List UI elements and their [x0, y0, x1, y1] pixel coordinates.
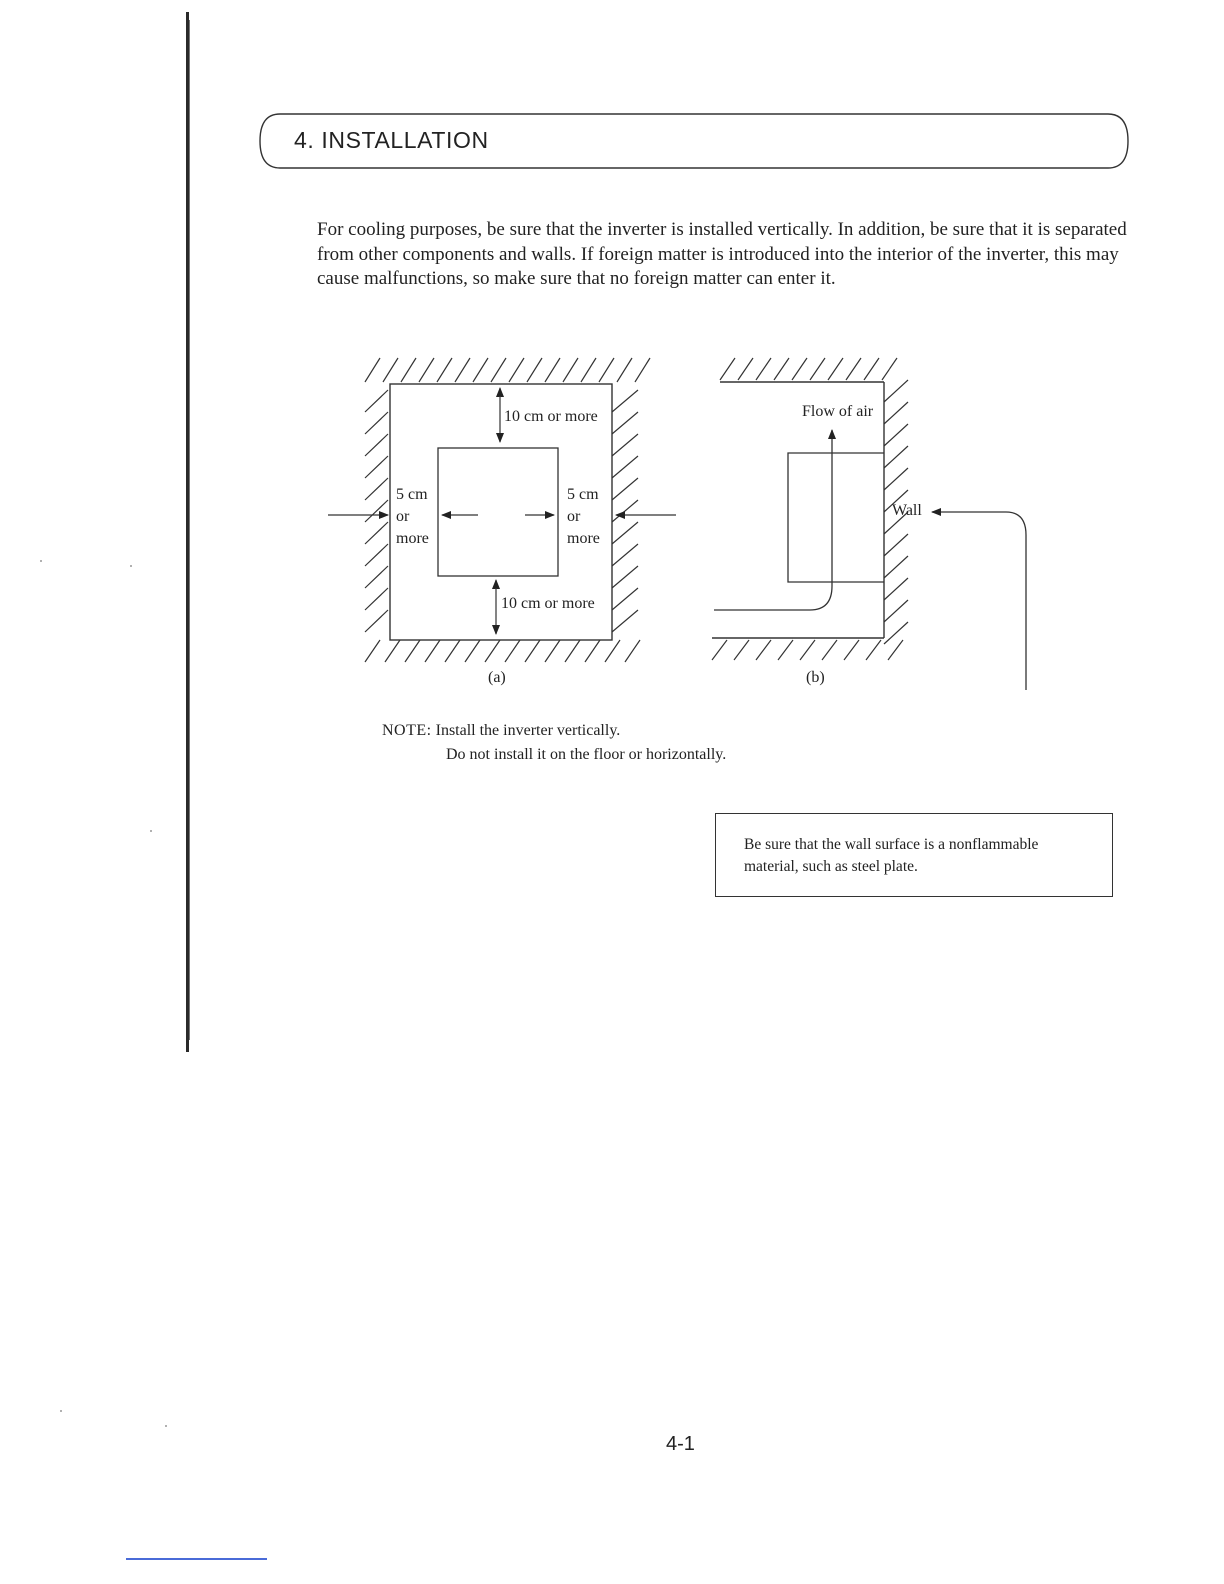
figure-b-top-hatching	[720, 358, 897, 380]
footer-rule	[126, 1558, 267, 1560]
figure-a-bottom-hatching	[365, 640, 640, 662]
figure-b-airflow-path	[714, 430, 832, 610]
intro-paragraph: For cooling purposes, be sure that the inverter is installed vertically. In addition, be sure that it is separated from other components and walls. If foreign matter is introduced into the interior of the inverter, this may cause malfunctions, so make sure that no foreign matter can enter it.	[317, 219, 1127, 289]
note-line-1: Install the inverter vertically.	[435, 722, 621, 739]
note-line-2: Do not install it on the floor or horizontally.	[446, 746, 727, 763]
note-label: NOTE:	[382, 722, 432, 739]
installation-diagrams	[320, 350, 1040, 690]
left-clearance-line: more	[396, 530, 429, 547]
figure-a-left-hatching	[365, 390, 388, 632]
figure-a-left-clearance-label	[396, 484, 429, 550]
figure-b-bottom-hatching	[712, 640, 903, 660]
figure-a-right-clearance-label	[567, 484, 600, 550]
scan-speck	[150, 830, 152, 832]
right-clearance-line: or	[567, 508, 581, 525]
figure-a-top-hatching	[365, 358, 650, 382]
binding-line-shadow	[189, 20, 190, 1040]
wall-material-callout: Be sure that the wall surface is a nonflammable material, such as steel plate.	[715, 813, 1113, 897]
right-clearance-line: more	[567, 530, 600, 547]
figure-b-caption: (b)	[806, 669, 825, 686]
installation-note	[382, 719, 726, 767]
left-clearance-line: 5 cm	[396, 486, 428, 503]
figure-a-top-clearance-label: 10 cm or more	[504, 408, 598, 425]
page-number: 4-1	[666, 1433, 695, 1455]
section-header	[258, 113, 1128, 169]
scan-speck	[60, 1410, 62, 1412]
wall-callout-leader	[932, 512, 1026, 690]
scan-speck	[40, 560, 42, 562]
figure-b-airflow-label: Flow of air	[802, 403, 874, 420]
figure-b-inverter	[788, 453, 884, 582]
left-clearance-line: or	[396, 508, 410, 525]
figure-a	[328, 358, 676, 662]
figure-a-caption: (a)	[488, 669, 506, 686]
figure-b-wall-label: Wall	[892, 502, 922, 519]
scan-speck	[130, 565, 132, 567]
figure-a-inverter	[438, 448, 558, 576]
scan-speck	[165, 1425, 167, 1427]
section-title: 4. INSTALLATION	[294, 127, 489, 153]
right-clearance-line: 5 cm	[567, 486, 599, 503]
figure-a-bottom-clearance-label: 10 cm or more	[501, 595, 595, 612]
figure-a-right-hatching	[612, 390, 638, 632]
